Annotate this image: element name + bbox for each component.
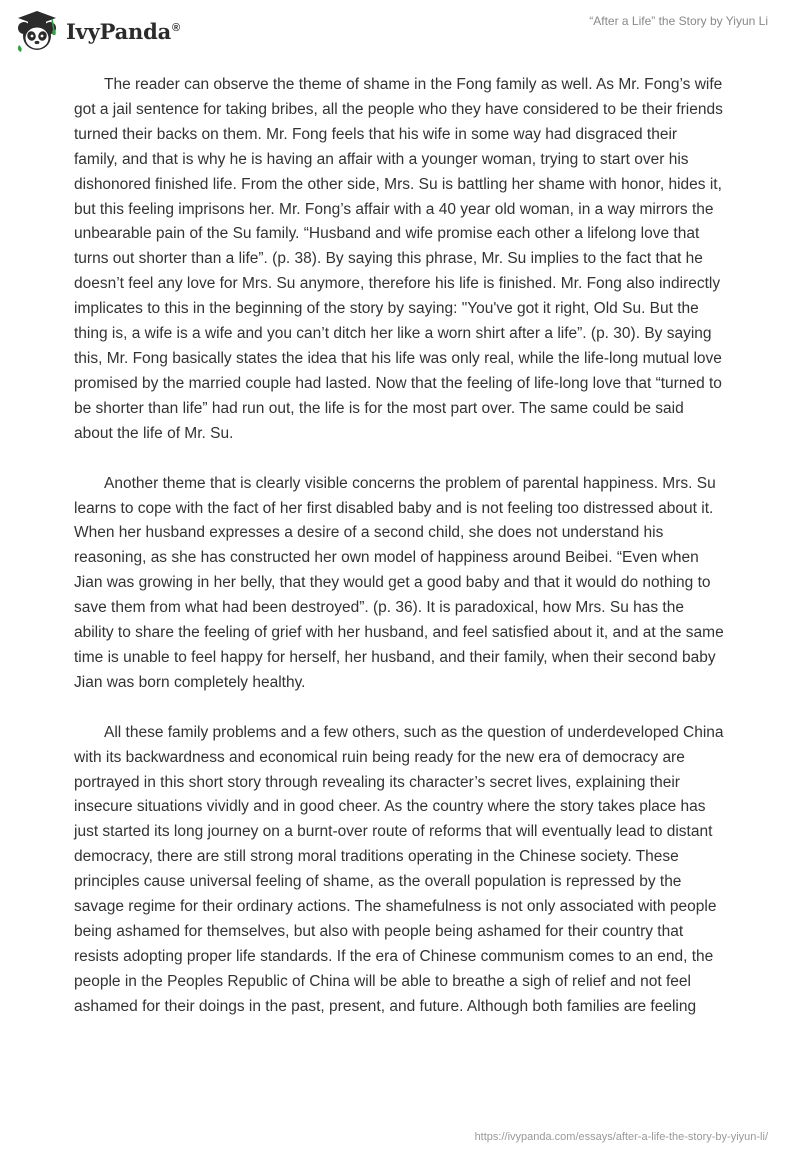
essay-body <box>74 73 724 1045</box>
paragraph: All these family problems and a few others, such as the question of underdeveloped China with its backwardness and economical ruin being ready for the new era of democracy are portrayed in this short story through revealing its character’s secret lives, explaining their insecure situations vividly and in good cheer. As the country where the story takes place has just started its long journey on a burnt-over route of reforms that will eventually lead to distant democracy, there are still strong moral traditions operating in the Chinese society. These principles cause universal feeling of shame, as the overall population is repressed by the savage regime for their ordinary actions. The shamefulness is not only associated with people being ashamed for themselves, but also with people being ashamed for their country that resists adopting proper life standards. If the era of Chinese communism comes to an end, the people in the Peoples Republic of China will be able to breathe a sigh of relief and not feel ashamed for their doings in the past, present, and future. Although both families are feeling <box>74 723 724 1015</box>
brand-name <box>66 19 180 44</box>
brand-name-text: IvyPanda <box>66 18 172 44</box>
registered-mark: ® <box>172 21 180 34</box>
source-url-link[interactable]: https://ivypanda.com/essays/after-a-life-the-story-by-yiyun-li/ <box>474 1131 768 1143</box>
page-header <box>0 0 800 60</box>
document-title: “After a Life” the Story by Yiyun Li <box>589 14 768 28</box>
brand-logo[interactable] <box>14 9 180 53</box>
paragraph: The reader can observe the theme of shame in the Fong family as well. As Mr. Fong’s wife got a jail sentence for taking bribes, all the people who they have considered to be their friends turned their backs on them. Mr. Fong feels that his wife in some way had disgraced their family, and that is why he is having an affair with a younger woman, trying to start over his dishonored finished life. From the other side, Mrs. Su is battling her shame with honor, hides it, but this feeling imprisons her. Mr. Fong’s affair with a 40 year old woman, in a way mirrors the unbearable pain of the Su family. “Husband and wife promise each other a lifelong love that turns out shorter than a life”. (p. 38). By saying this phrase, Mr. Su implies to the fact that he doesn’t feel any love for Mrs. Su anymore, therefore his life is finished. Mr. Fong also indirectly implicates to this in the beginning of the story by saying: "You've got it right, Old Su. But the thing is, a wife is a wife and you can’t ditch her like a worn shirt after a life”. (p. 30). By saying this, Mr. Fong basically states the idea that his life was only real, while the life-long mutual love promised by the married couple had lasted. Now that the feeling of life-long love that “turned to be shorter than life” had run out, the life is for the most part over. The same could be said about the life of Mr. Su. <box>74 76 723 442</box>
panda-graduate-logo-icon <box>14 9 60 53</box>
paragraph: Another theme that is clearly visible concerns the problem of parental happiness. Mrs. Su learns to cope with the fact of her first disabled baby and is not feeling too distressed about it. When her husband expresses a desire of a second child, she does not understand his reasoning, as she has constructed her own model of happiness around Beibei. “Even when Jian was growing in her belly, that they would get a good baby and that it would do nothing to save them from what had been destroyed”. (p. 36). It is paradoxical, how Mrs. Su has the ability to share the feeling of grief with her husband, and feel satisfied about it, and at the same time is unable to feel happy for herself, her husband, and their family, when their second baby Jian was born completely healthy. <box>74 474 724 691</box>
